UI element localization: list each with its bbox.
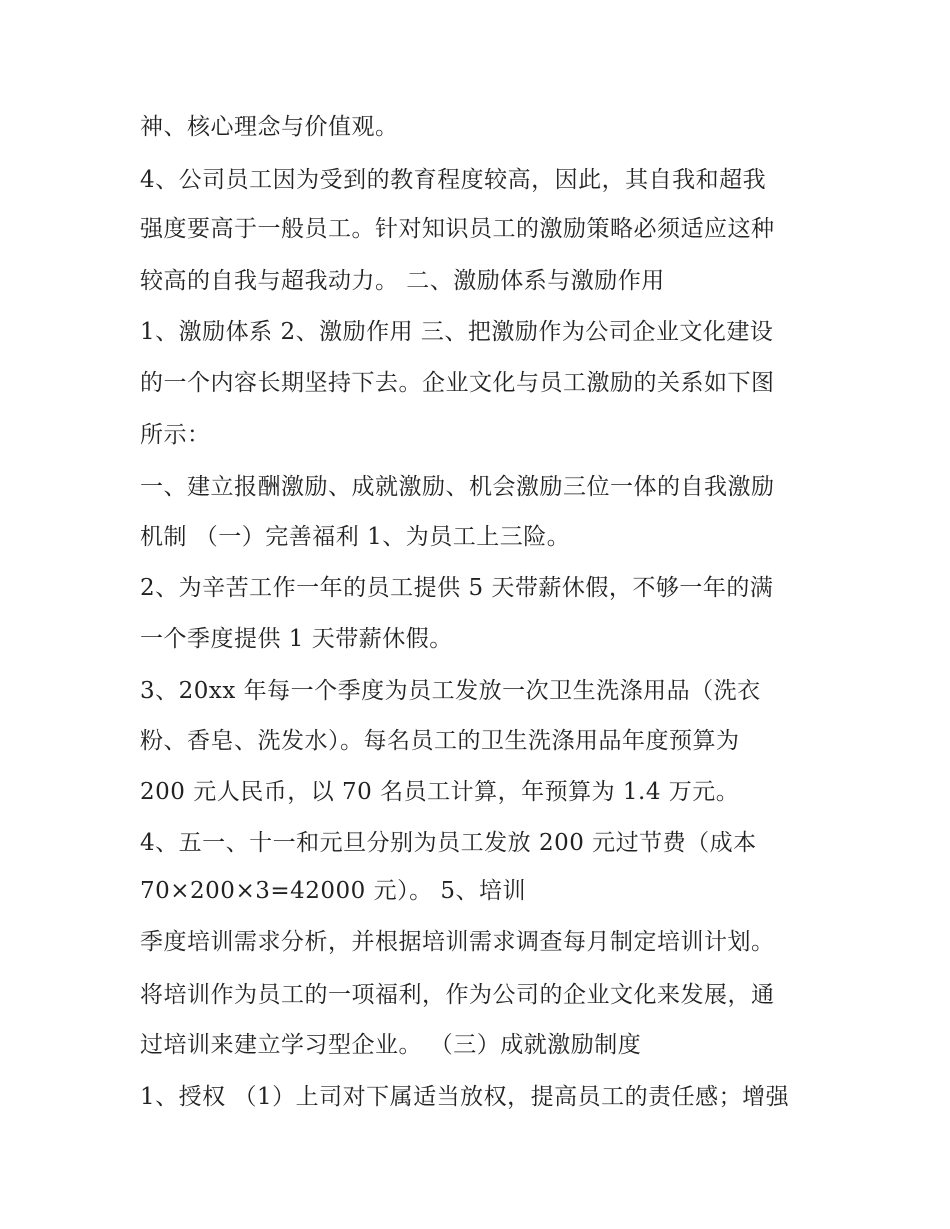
text-line: 粉、香皂、洗发水）。每名员工的卫生洗涤用品年度预算为 bbox=[140, 728, 740, 754]
text-line: 神、核心理念与价值观。 bbox=[140, 114, 399, 140]
text-line: 季度培训需求分析，并根据培训需求调查每月制定培训计划。 bbox=[140, 929, 775, 955]
text-line: 1、激励体系 2、激励作用 三、把激励作为公司企业文化建设 bbox=[140, 319, 774, 345]
text-line: 所示： bbox=[140, 422, 211, 448]
text-line: 4、五一、十一和元旦分别为员工发放 200 元过节费（成本 bbox=[140, 830, 757, 856]
text-line: 一个季度提供 1 天带薪休假。 bbox=[140, 626, 453, 652]
text-line: 3、20xx 年每一个季度为员工发放一次卫生洗涤用品（洗衣 bbox=[140, 678, 761, 704]
text-line: 4、公司员工因为受到的教育程度较高，因此，其自我和超我 bbox=[140, 167, 767, 193]
text-line: 70×200×3=42000 元）。 5、培训 bbox=[140, 878, 527, 904]
text-line: 2、为辛苦工作一年的员工提供 5 天带薪休假，不够一年的满 bbox=[140, 575, 774, 601]
text-line: 较高的自我与超我动力。 二、激励体系与激励作用 bbox=[140, 268, 665, 294]
text-line: 机制 （一）完善福利 1、为员工上三险。 bbox=[140, 524, 571, 550]
text-line: 过培训来建立学习型企业。 （三）成就激励制度 bbox=[140, 1032, 642, 1058]
text-line: 200 元人民币，以 70 名员工计算，年预算为 1.4 万元。 bbox=[140, 779, 740, 805]
text-line: 强度要高于一般员工。针对知识员工的激励策略必须适应这种 bbox=[140, 216, 775, 242]
text-line: 的一个内容长期坚持下去。企业文化与员工激励的关系如下图 bbox=[140, 370, 775, 396]
text-line: 一、建立报酬激励、成就激励、机会激励三位一体的自我激励 bbox=[140, 474, 775, 500]
text-line: 1、授权 （1）上司对下属适当放权，提高员工的责任感；增强 bbox=[140, 1084, 790, 1110]
text-line: 将培训作为员工的一项福利，作为公司的企业文化来发展，通 bbox=[140, 982, 775, 1008]
